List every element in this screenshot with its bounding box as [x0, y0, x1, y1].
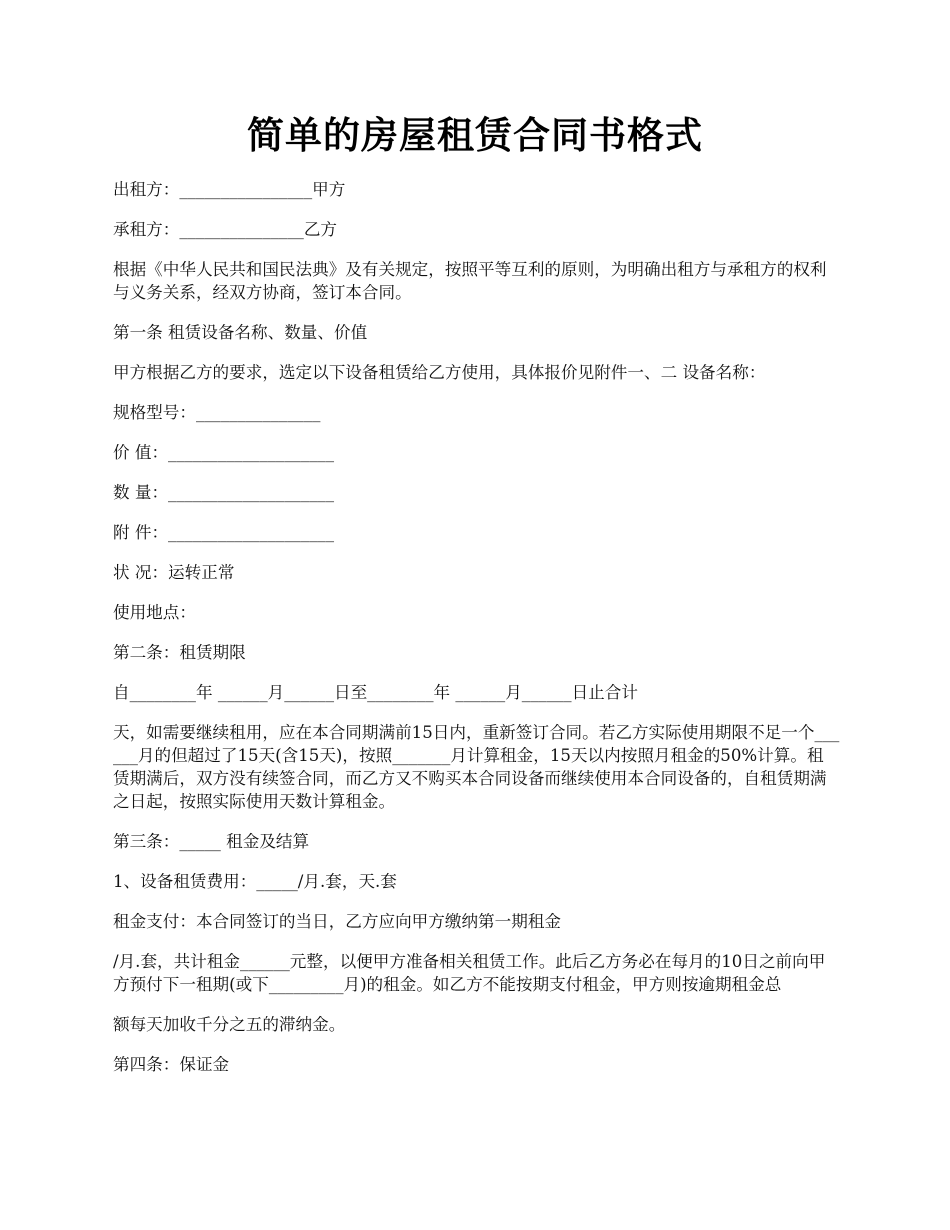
article-1-intro: 甲方根据乙方的要求，选定以下设备租赁给乙方使用，具体报价见附件一、二 设备名称： — [113, 363, 766, 382]
article-1-heading: 第一条 租赁设备名称、数量、价值 — [113, 323, 368, 342]
quantity-line: 数 量：____________________ — [113, 483, 334, 502]
model-line: 规格型号：_______________ — [113, 403, 321, 422]
rental-fee-line: 1、设备租赁费用：_____/月.套，天.套 — [113, 872, 397, 891]
attachment-line: 附 件：____________________ — [113, 523, 334, 542]
value-line: 价 值：____________________ — [113, 443, 334, 462]
lessee-line: 承租方：_______________乙方 — [113, 220, 338, 239]
late-fee-line: 额每天加收千分之五的滞纳金。 — [113, 1015, 346, 1034]
payment-details-paragraph: /月.套，共计租金______元整，以便甲方准备相关租赁工作。此后乙方务必在每月的10日之前向甲方预付下一租期(或下_________月)的租金。如乙方不能按期支付租金，甲方则按逾期租金总 — [113, 952, 826, 994]
article-2-heading: 第二条：租赁期限 — [113, 643, 246, 662]
preamble-paragraph: 根据《中华人民共和国民法典》及有关规定，按照平等互利的原则，为明确出租方与承租方的权利与义务关系，经双方协商，签订本合同。 — [113, 260, 827, 302]
article-3-heading: 第三条：_____ 租金及结算 — [113, 832, 310, 851]
condition-line: 状 况：运转正常 — [113, 563, 235, 582]
term-dates-line: 自________年 ______月______日至________年 ______月______日止合计 — [113, 683, 638, 702]
article-4-heading: 第四条：保证金 — [113, 1055, 230, 1074]
lessor-line: 出租方：________________甲方 — [113, 180, 346, 199]
payment-line: 租金支付：本合同签订的当日，乙方应向甲方缴纳第一期租金 — [113, 912, 562, 931]
document-title: 简单的房屋租赁合同书格式 — [247, 114, 703, 157]
document-body — [113, 178, 840, 1093]
location-line: 使用地点： — [113, 603, 196, 622]
term-details-paragraph: 天，如需要继续租用，应在本合同期满前15日内，重新签订合同。若乙方实际使用期限不足一个______月的但超过了15天(含15天)，按照_______月计算租金，15天以内按照月租金的50%计算。租赁期满后，双方没有续签合同，而乙方又不购买本合同设备而继续使用本合同设备的，自租赁期满之日起，按照实际使用天数计算租金。 — [113, 723, 840, 811]
